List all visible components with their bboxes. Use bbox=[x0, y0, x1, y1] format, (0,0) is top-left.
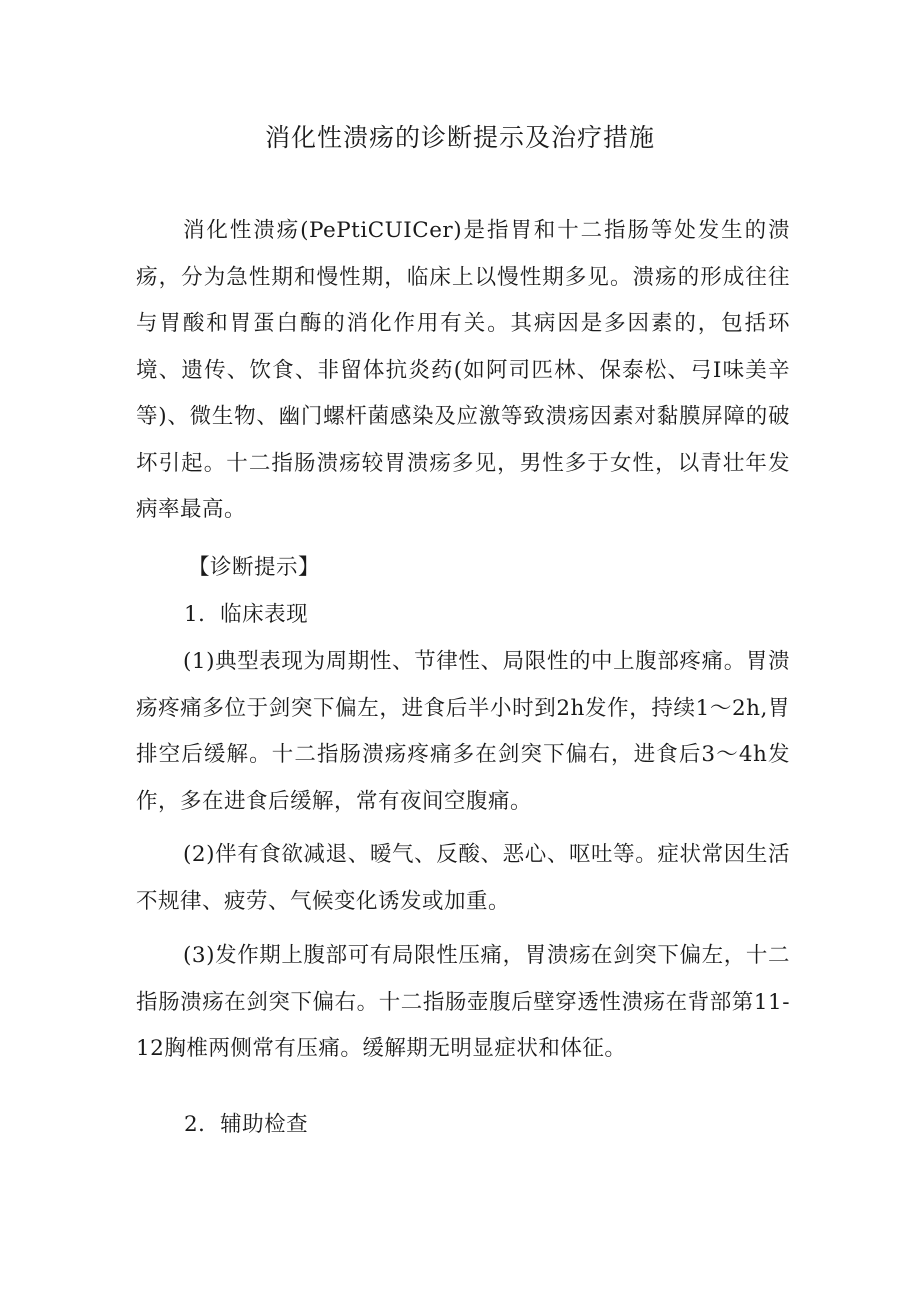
intro-paragraph: 消化性溃疡(PePtiCUICer)是指胃和十二指肠等处发生的溃疡，分为急性期和慢性期，临床上以慢性期多见。溃疡的形成往往与胃酸和胃蛋白酶的消化作用有关。其病因是多因素的，包括环境、遗传、饮食、非留体抗炎药(如阿司匹林、保泰松、弓I味美辛等)、微生物、幽门螺杆菌感染及应激等致溃疡因素对黏膜屏障的破坏引起。十二指肠溃疡较胃溃疡多见，男性多于女性，以青壮年发病率最高。 bbox=[136, 218, 790, 522]
subsection-heading-auxiliary: 2．辅助检查 bbox=[184, 1112, 309, 1137]
paragraph-item-1: (1)典型表现为周期性、节律性、局限性的中上腹部疼痛。胃溃疡疼痛多位于剑突下偏左，进食后半小时到2h发作，持续1～2h,胃排空后缓解。十二指肠溃疡疼痛多在剑突下偏右，进食后3～4h发作，多在进食后缓解，常有夜间空腹痛。 bbox=[136, 649, 790, 814]
subsection-heading-clinical: 1．临床表现 bbox=[184, 602, 309, 627]
section-heading-diagnosis: 【诊断提示】 bbox=[188, 555, 321, 580]
paragraph-item-3: (3)发作期上腹部可有局限性压痛，胃溃疡在剑突下偏左，十二指肠溃疡在剑突下偏右。十二指肠壶腹后壁穿透性溃疡在背部第11-12胸椎两侧常有压痛。缓解期无明显症状和体征。 bbox=[136, 943, 790, 1061]
paragraph-item-2: (2)伴有食欲减退、暧气、反酸、恶心、呕吐等。症状常因生活不规律、疲劳、气候变化诱发或加重。 bbox=[136, 842, 790, 914]
document-title: 消化性溃疡的诊断提示及治疗措施 bbox=[264, 123, 655, 152]
